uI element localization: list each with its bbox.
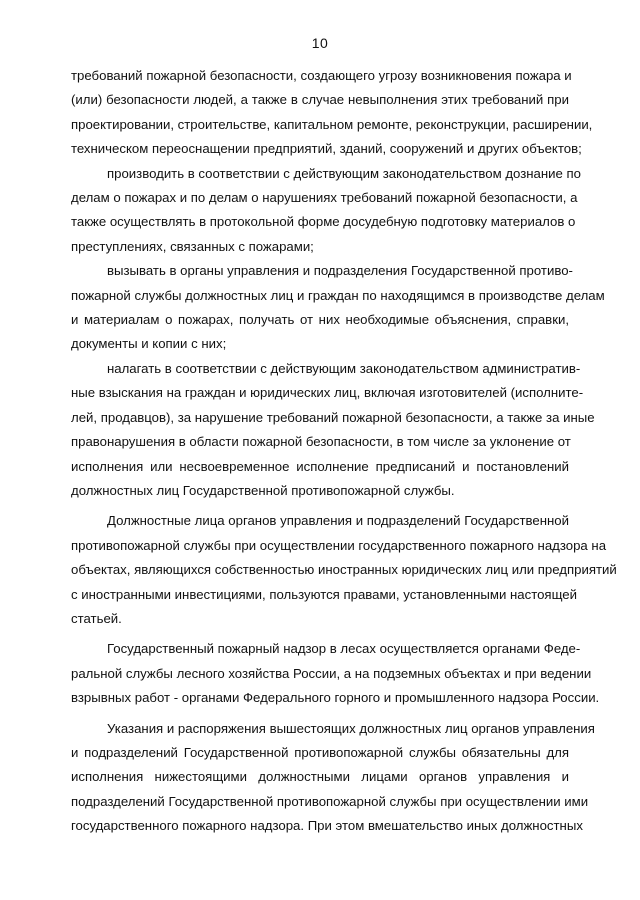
text-line: Указания и распоряжения вышестоящих должностных лиц органов управления	[107, 720, 595, 736]
text-line: подразделений Государственной противопожарной службы при осуществлении ими	[71, 793, 589, 809]
text-line: Государственный пожарный надзор в лесах осуществляется органами Феде-	[107, 641, 581, 657]
text-line: (или) безопасности людей, а также в случае невыполнения этих требований при	[71, 92, 569, 108]
text-line: техническом переоснащении предприятий, зданий, сооружений и других объектов;	[71, 141, 582, 157]
text-line: статьей.	[71, 610, 122, 626]
text-line: налагать в соответствии с действующим законодательством административ-	[107, 360, 581, 376]
text-line: лей, продавцов), за нарушение требований пожарной безопасности, а также за иные	[71, 409, 595, 425]
text-line: должностных лиц Государственной противопожарной службы.	[71, 482, 455, 498]
paragraph	[71, 357, 595, 503]
text-line: исполнения или несвоевременное исполнение предписаний и постановлений	[71, 458, 569, 474]
text-line: противопожарной службы при осуществлении государственного пожарного надзора на	[71, 537, 607, 553]
text-line: производить в соответствии с действующим законодательством дознание по	[107, 165, 581, 181]
text-line: Должностные лица органов управления и подразделений Государственной	[107, 513, 569, 529]
text-line: и подразделений Государственной противопожарной службы обязательны для	[71, 744, 569, 760]
paragraph	[71, 162, 581, 260]
text-line: исполнения нижестоящими должностными лицами органов управления и	[71, 769, 569, 785]
document-body	[71, 64, 617, 839]
text-line: правонарушения в области пожарной безопасности, в том числе за уклонение от	[71, 434, 571, 450]
paragraph	[71, 259, 605, 357]
text-line: также осуществлять в протокольной форме досудебную подготовку материалов о	[71, 214, 576, 230]
text-line: объектах, являющихся собственностью иностранных юридических лиц или предприятий	[71, 562, 617, 578]
text-line: документы и копии с них;	[71, 336, 227, 352]
paragraph	[71, 637, 600, 710]
text-line: и материалам о пожарах, получать от них необходимые объяснения, справки,	[71, 312, 569, 328]
text-line: вызывать в органы управления и подразделения Государственной противо-	[107, 263, 573, 279]
text-line: преступлениях, связанных с пожарами;	[71, 238, 314, 254]
text-line: проектировании, строительстве, капитальном ремонте, реконструкции, расширении,	[71, 116, 593, 132]
text-line: пожарной службы должностных лиц и граждан по находящимся в производстве делам	[71, 287, 605, 303]
paragraph	[71, 64, 593, 162]
text-line: ральной службы лесного хозяйства России, а на подземных объектах и при ведении	[71, 665, 592, 681]
paragraph	[71, 717, 595, 839]
text-line: требований пожарной безопасности, создающего угрозу возникновения пожара и	[71, 68, 572, 83]
text-line: с иностранными инвестициями, пользуются правами, установленными настоящей	[71, 586, 577, 602]
text-line: делам о пожарах и по делам о нарушениях требований пожарной безопасности, а	[71, 190, 578, 206]
text-line: взрывных работ - органами Федерального горного и промышленного надзора России.	[71, 690, 600, 706]
text-line: ные взыскания на граждан и юридических лиц, включая изготовителей (исполните-	[71, 385, 584, 401]
page-number: 10	[311, 35, 329, 51]
paragraph	[71, 509, 617, 631]
text-line: государственного пожарного надзора. При этом вмешательство иных должностных	[71, 818, 583, 834]
